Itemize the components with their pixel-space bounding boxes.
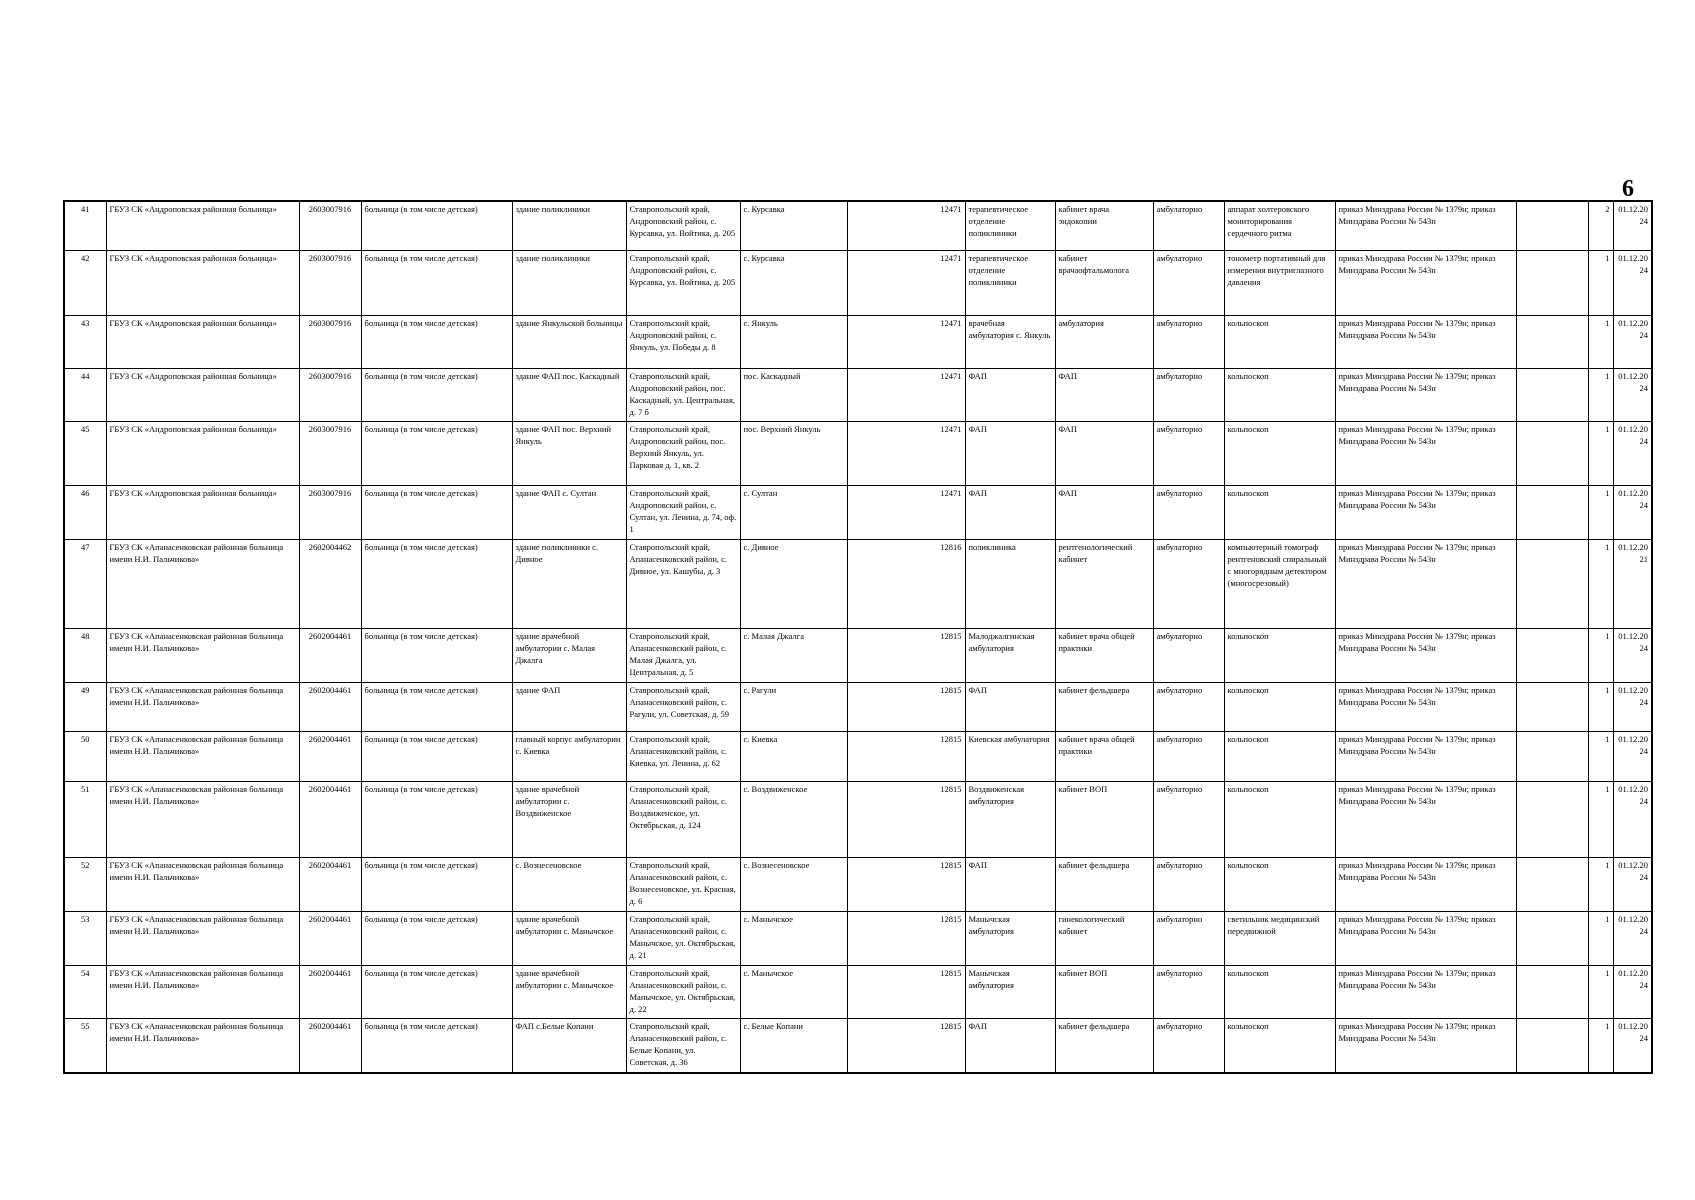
cell-locality: с. Вознесеновское <box>740 858 847 912</box>
cell-organization: ГБУЗ СК «Андроповская районная больница» <box>106 250 299 315</box>
cell-date: 01.12.2024 <box>1613 965 1652 1019</box>
cell-code: 12471 <box>847 201 965 250</box>
cell-order: приказ Минздрава России № 1379н; приказ Минздрава России № 543н <box>1335 422 1516 486</box>
cell-division: врачебная амбулатория с. Янкуль <box>965 316 1055 369</box>
cell-inn: 2602004461 <box>299 629 361 683</box>
page-number: 6 <box>1622 176 1634 202</box>
cell-order: приказ Минздрава России № 1379н; приказ Минздрава России № 543н <box>1335 965 1516 1019</box>
cell-quantity: 1 <box>1588 250 1613 315</box>
cell-equipment: аппарат холтеровского мониторирования сердечного ритма <box>1224 201 1335 250</box>
cell-equipment: кольпоскоп <box>1224 858 1335 912</box>
table-body <box>64 201 1652 1073</box>
cell-number: 42 <box>64 250 106 315</box>
cell-blank <box>1516 912 1588 966</box>
cell-locality: с. Янкуль <box>740 316 847 369</box>
cell-care-form: амбулаторно <box>1153 422 1224 486</box>
cell-cabinet: кабинет ВОП <box>1055 965 1153 1019</box>
cell-organization: ГБУЗ СК «Апанасенковская районная больница имени Н.И. Пальчикова» <box>106 858 299 912</box>
cell-equipment: светильник медицинский передвижной <box>1224 912 1335 966</box>
cell-cabinet: ФАП <box>1055 368 1153 422</box>
cell-address: Ставропольский край, Апанасенковский район, с. Вознесеновское, ул. Красная, д. 6 <box>626 858 740 912</box>
cell-number: 52 <box>64 858 106 912</box>
cell-equipment: кольпоскоп <box>1224 1019 1335 1073</box>
cell-address: Ставропольский край, Апанасенковский район, с. Воздвиженское, ул. Октябрьская, д. 124 <box>626 781 740 858</box>
cell-division: ФАП <box>965 1019 1055 1073</box>
cell-code: 12815 <box>847 965 965 1019</box>
cell-blank <box>1516 1019 1588 1073</box>
cell-care-form: амбулаторно <box>1153 368 1224 422</box>
table-row <box>64 368 1652 422</box>
cell-code: 12815 <box>847 732 965 781</box>
cell-facility-type: больница (в том числе детская) <box>361 201 512 250</box>
cell-facility-type: больница (в том числе детская) <box>361 858 512 912</box>
cell-address: Ставропольский край, Апанасенковский район, с. Дивное, ул. Кашубы, д. 3 <box>626 539 740 628</box>
cell-date: 01.12.2024 <box>1613 1019 1652 1073</box>
cell-code: 12471 <box>847 368 965 422</box>
cell-blank <box>1516 858 1588 912</box>
cell-blank <box>1516 682 1588 731</box>
cell-organization: ГБУЗ СК «Апанасенковская районная больница имени Н.И. Пальчикова» <box>106 965 299 1019</box>
cell-order: приказ Минздрава России № 1379н; приказ Минздрава России № 543н <box>1335 732 1516 781</box>
cell-quantity: 1 <box>1588 368 1613 422</box>
cell-locality: с. Рагули <box>740 682 847 731</box>
cell-address: Ставропольский край, Андроповский район, с. Янкуль, ул. Победы д. 8 <box>626 316 740 369</box>
cell-order: приказ Минздрава России № 1379н; приказ Минздрава России № 543н <box>1335 368 1516 422</box>
cell-building: здание Янкульской больницы <box>512 316 626 369</box>
cell-building: здание поликлиники <box>512 250 626 315</box>
cell-care-form: амбулаторно <box>1153 316 1224 369</box>
cell-inn: 2602004461 <box>299 781 361 858</box>
cell-locality: с. Воздвиженское <box>740 781 847 858</box>
table-row <box>64 781 1652 858</box>
cell-date: 01.12.2024 <box>1613 912 1652 966</box>
table-row <box>64 858 1652 912</box>
cell-care-form: амбулаторно <box>1153 858 1224 912</box>
cell-facility-type: больница (в том числе детская) <box>361 422 512 486</box>
cell-cabinet: кабинет врачаофтальмолога <box>1055 250 1153 315</box>
cell-date: 01.12.2024 <box>1613 682 1652 731</box>
cell-inn: 2602004461 <box>299 1019 361 1073</box>
table-row <box>64 732 1652 781</box>
cell-quantity: 1 <box>1588 422 1613 486</box>
cell-order: приказ Минздрава России № 1379н; приказ Минздрава России № 543н <box>1335 250 1516 315</box>
cell-blank <box>1516 201 1588 250</box>
cell-building: здание ФАП пос. Каскадный <box>512 368 626 422</box>
cell-inn: 2603007916 <box>299 422 361 486</box>
table-row <box>64 965 1652 1019</box>
cell-number: 50 <box>64 732 106 781</box>
cell-division: ФАП <box>965 422 1055 486</box>
cell-facility-type: больница (в том числе детская) <box>361 965 512 1019</box>
cell-number: 54 <box>64 965 106 1019</box>
cell-facility-type: больница (в том числе детская) <box>361 486 512 540</box>
cell-division: поликлиника <box>965 539 1055 628</box>
cell-locality: с. Манычское <box>740 912 847 966</box>
cell-date: 01.12.2024 <box>1613 629 1652 683</box>
cell-facility-type: больница (в том числе детская) <box>361 368 512 422</box>
cell-number: 51 <box>64 781 106 858</box>
cell-cabinet: кабинет фельдшера <box>1055 858 1153 912</box>
cell-date: 01.12.2024 <box>1613 316 1652 369</box>
cell-building: главный корпус амбулатории с. Киевка <box>512 732 626 781</box>
cell-locality: с. Султан <box>740 486 847 540</box>
cell-number: 41 <box>64 201 106 250</box>
cell-equipment: кольпоскоп <box>1224 732 1335 781</box>
cell-facility-type: больница (в том числе детская) <box>361 250 512 315</box>
cell-equipment: кольпоскоп <box>1224 629 1335 683</box>
cell-date: 01.12.2024 <box>1613 858 1652 912</box>
cell-division: Манычская амбулатория <box>965 912 1055 966</box>
cell-division: ФАП <box>965 368 1055 422</box>
cell-division: терапевтическое отделение поликлиники <box>965 250 1055 315</box>
cell-building: здание поликлиники с. Дивное <box>512 539 626 628</box>
table-row <box>64 682 1652 731</box>
cell-blank <box>1516 965 1588 1019</box>
cell-locality: с. Курсавка <box>740 201 847 250</box>
cell-order: приказ Минздрава России № 1379н; приказ Минздрава России № 543н <box>1335 1019 1516 1073</box>
cell-division: ФАП <box>965 486 1055 540</box>
cell-organization: ГБУЗ СК «Андроповская районная больница» <box>106 368 299 422</box>
cell-number: 44 <box>64 368 106 422</box>
cell-care-form: амбулаторно <box>1153 1019 1224 1073</box>
cell-number: 53 <box>64 912 106 966</box>
cell-number: 47 <box>64 539 106 628</box>
cell-cabinet: кабинет фельдшера <box>1055 682 1153 731</box>
cell-inn: 2602004461 <box>299 858 361 912</box>
cell-cabinet: кабинет врача эндокопии <box>1055 201 1153 250</box>
table-row <box>64 486 1652 540</box>
cell-order: приказ Минздрава России № 1379н; приказ Минздрава России № 543н <box>1335 858 1516 912</box>
cell-care-form: амбулаторно <box>1153 781 1224 858</box>
cell-number: 43 <box>64 316 106 369</box>
cell-order: приказ Минздрава России № 1379н; приказ Минздрава России № 543н <box>1335 201 1516 250</box>
cell-inn: 2603007916 <box>299 316 361 369</box>
cell-address: Ставропольский край, Апанасенковский район, с. Рагули, ул. Советская, д. 59 <box>626 682 740 731</box>
cell-quantity: 1 <box>1588 732 1613 781</box>
cell-quantity: 1 <box>1588 1019 1613 1073</box>
cell-equipment: кольпоскоп <box>1224 368 1335 422</box>
cell-organization: ГБУЗ СК «Апанасенковская районная больница имени Н.И. Пальчикова» <box>106 781 299 858</box>
cell-date: 01.12.2024 <box>1613 781 1652 858</box>
cell-care-form: амбулаторно <box>1153 965 1224 1019</box>
cell-date: 01.12.2024 <box>1613 250 1652 315</box>
cell-address: Ставропольский край, Андроповский район, с. Курсавка, ул. Войтика, д. 205 <box>626 201 740 250</box>
cell-blank <box>1516 422 1588 486</box>
cell-address: Ставропольский край, Андроповский район, пос. Каскадный, ул. Центральная, д. 7 б <box>626 368 740 422</box>
table-row <box>64 422 1652 486</box>
cell-order: приказ Минздрава России № 1379н; приказ Минздрава России № 543н <box>1335 539 1516 628</box>
cell-facility-type: больница (в том числе детская) <box>361 732 512 781</box>
cell-quantity: 1 <box>1588 682 1613 731</box>
cell-organization: ГБУЗ СК «Андроповская районная больница» <box>106 486 299 540</box>
cell-code: 12815 <box>847 781 965 858</box>
cell-inn: 2602004461 <box>299 965 361 1019</box>
cell-code: 12815 <box>847 1019 965 1073</box>
cell-order: приказ Минздрава России № 1379н; приказ Минздрава России № 543н <box>1335 912 1516 966</box>
cell-care-form: амбулаторно <box>1153 682 1224 731</box>
cell-quantity: 1 <box>1588 858 1613 912</box>
cell-facility-type: больница (в том числе детская) <box>361 1019 512 1073</box>
cell-quantity: 1 <box>1588 912 1613 966</box>
cell-equipment: кольпоскоп <box>1224 682 1335 731</box>
cell-care-form: амбулаторно <box>1153 732 1224 781</box>
cell-order: приказ Минздрава России № 1379н; приказ Минздрава России № 543н <box>1335 486 1516 540</box>
cell-quantity: 1 <box>1588 781 1613 858</box>
cell-order: приказ Минздрава России № 1379н; приказ Минздрава России № 543н <box>1335 316 1516 369</box>
cell-order: приказ Минздрава России № 1379н; приказ Минздрава России № 543н <box>1335 629 1516 683</box>
cell-building: здание ФАП <box>512 682 626 731</box>
cell-code: 12816 <box>847 539 965 628</box>
cell-locality: пос. Верхний Янкуль <box>740 422 847 486</box>
cell-cabinet: гинекологический кабинет <box>1055 912 1153 966</box>
cell-locality: с. Малая Джалга <box>740 629 847 683</box>
cell-address: Ставропольский край, Апанасенковский район, с. Манычское, ул. Октябрьская, д. 21 <box>626 912 740 966</box>
cell-address: Ставропольский край, Апанасенковский район, с. Манычское, ул. Октябрьская, д. 22 <box>626 965 740 1019</box>
cell-equipment: кольпоскоп <box>1224 781 1335 858</box>
cell-locality: с. Манычское <box>740 965 847 1019</box>
cell-division: ФАП <box>965 858 1055 912</box>
cell-organization: ГБУЗ СК «Андроповская районная больница» <box>106 422 299 486</box>
cell-equipment: кольпоскоп <box>1224 422 1335 486</box>
cell-date: 01.12.2024 <box>1613 422 1652 486</box>
cell-blank <box>1516 781 1588 858</box>
cell-locality: с. Киевка <box>740 732 847 781</box>
cell-building: здание поликлиники <box>512 201 626 250</box>
cell-date: 01.12.2024 <box>1613 486 1652 540</box>
cell-division: Киевская амбулатория <box>965 732 1055 781</box>
cell-organization: ГБУЗ СК «Апанасенковская районная больница имени Н.И. Пальчикова» <box>106 629 299 683</box>
cell-building: здание врачебной амбулатории с. Манычское <box>512 965 626 1019</box>
cell-cabinet: кабинет врача общей практики <box>1055 629 1153 683</box>
cell-locality: с. Дивное <box>740 539 847 628</box>
cell-quantity: 2 <box>1588 201 1613 250</box>
cell-building: здание врачебной амбулатории с. Манычское <box>512 912 626 966</box>
table-row <box>64 250 1652 315</box>
cell-number: 46 <box>64 486 106 540</box>
cell-blank <box>1516 368 1588 422</box>
cell-facility-type: больница (в том числе детская) <box>361 316 512 369</box>
cell-facility-type: больница (в том числе детская) <box>361 912 512 966</box>
table-row <box>64 629 1652 683</box>
cell-cabinet: рентгенологический кабинет <box>1055 539 1153 628</box>
cell-division: Малоджалгинская амбулатория <box>965 629 1055 683</box>
cell-order: приказ Минздрава России № 1379н; приказ Минздрава России № 543н <box>1335 781 1516 858</box>
cell-quantity: 1 <box>1588 629 1613 683</box>
cell-care-form: амбулаторно <box>1153 201 1224 250</box>
cell-equipment: кольпоскоп <box>1224 316 1335 369</box>
cell-blank <box>1516 316 1588 369</box>
cell-building: здание ФАП с. Султан <box>512 486 626 540</box>
cell-cabinet: амбулатория <box>1055 316 1153 369</box>
cell-building: здание ФАП пос. Верхний Янкуль <box>512 422 626 486</box>
cell-division: ФАП <box>965 682 1055 731</box>
table-row <box>64 539 1652 628</box>
cell-blank <box>1516 629 1588 683</box>
cell-code: 12471 <box>847 250 965 315</box>
cell-cabinet: ФАП <box>1055 486 1153 540</box>
cell-inn: 2602004461 <box>299 732 361 781</box>
cell-address: Ставропольский край, Апанасенковский район, с. Киевка, ул. Ленина, д. 62 <box>626 732 740 781</box>
cell-date: 01.12.2024 <box>1613 368 1652 422</box>
cell-care-form: амбулаторно <box>1153 539 1224 628</box>
cell-organization: ГБУЗ СК «Апанасенковская районная больница имени Н.И. Пальчикова» <box>106 732 299 781</box>
cell-division: терапевтическое отделение поликлиники <box>965 201 1055 250</box>
cell-facility-type: больница (в том числе детская) <box>361 781 512 858</box>
cell-inn: 2603007916 <box>299 368 361 422</box>
cell-address: Ставропольский край, Андроповский район, с. Курсавка, ул. Войтика, д. 205 <box>626 250 740 315</box>
cell-facility-type: больница (в том числе детская) <box>361 629 512 683</box>
cell-quantity: 1 <box>1588 486 1613 540</box>
cell-equipment: кольпоскоп <box>1224 965 1335 1019</box>
cell-address: Ставропольский край, Апанасенковский район, с. Белые Копани, ул. Советская, д. 36 <box>626 1019 740 1073</box>
cell-care-form: амбулаторно <box>1153 250 1224 315</box>
cell-building: здание врачебной амбулатории с. Малая Джалга <box>512 629 626 683</box>
cell-blank <box>1516 732 1588 781</box>
cell-inn: 2602004461 <box>299 682 361 731</box>
table-row <box>64 316 1652 369</box>
table-row <box>64 912 1652 966</box>
cell-blank <box>1516 539 1588 628</box>
cell-building: здание врачебной амбулатории с. Воздвиженское <box>512 781 626 858</box>
cell-number: 49 <box>64 682 106 731</box>
cell-equipment: тонометр портативный для измерения внутриглазного давления <box>1224 250 1335 315</box>
cell-equipment: компьютерный томограф рентгеновский спиральный с многорядным детектором (многосрезовый) <box>1224 539 1335 628</box>
cell-number: 55 <box>64 1019 106 1073</box>
cell-code: 12471 <box>847 486 965 540</box>
cell-care-form: амбулаторно <box>1153 486 1224 540</box>
cell-inn: 2602004461 <box>299 912 361 966</box>
cell-code: 12815 <box>847 858 965 912</box>
cell-cabinet: кабинет врача общей практики <box>1055 732 1153 781</box>
cell-organization: ГБУЗ СК «Апанасенковская районная больница имени Н.И. Пальчикова» <box>106 539 299 628</box>
cell-organization: ГБУЗ СК «Андроповская районная больница» <box>106 201 299 250</box>
cell-cabinet: кабинет фельдшера <box>1055 1019 1153 1073</box>
cell-building: ФАП с.Белые Копани <box>512 1019 626 1073</box>
cell-order: приказ Минздрава России № 1379н; приказ Минздрава России № 543н <box>1335 682 1516 731</box>
cell-organization: ГБУЗ СК «Андроповская районная больница» <box>106 316 299 369</box>
cell-blank <box>1516 486 1588 540</box>
cell-cabinet: кабинет ВОП <box>1055 781 1153 858</box>
cell-division: Манычская амбулатория <box>965 965 1055 1019</box>
cell-date: 01.12.2024 <box>1613 201 1652 250</box>
cell-code: 12471 <box>847 422 965 486</box>
cell-organization: ГБУЗ СК «Апанасенковская районная больница имени Н.И. Пальчикова» <box>106 682 299 731</box>
cell-blank <box>1516 250 1588 315</box>
cell-cabinet: ФАП <box>1055 422 1153 486</box>
cell-organization: ГБУЗ СК «Апанасенковская районная больница имени Н.И. Пальчикова» <box>106 912 299 966</box>
cell-locality: пос. Каскадный <box>740 368 847 422</box>
cell-locality: с. Белые Копани <box>740 1019 847 1073</box>
cell-facility-type: больница (в том числе детская) <box>361 539 512 628</box>
cell-number: 45 <box>64 422 106 486</box>
cell-address: Ставропольский край, Андроповский район, пос. Верхний Янкуль, ул. Парковая д. 1, кв. 2 <box>626 422 740 486</box>
cell-code: 12815 <box>847 682 965 731</box>
cell-locality: с. Курсавка <box>740 250 847 315</box>
cell-number: 48 <box>64 629 106 683</box>
equipment-register-table <box>63 200 1653 1074</box>
cell-date: 01.12.2021 <box>1613 539 1652 628</box>
cell-inn: 2603007916 <box>299 486 361 540</box>
cell-inn: 2603007916 <box>299 250 361 315</box>
cell-inn: 2602004462 <box>299 539 361 628</box>
cell-code: 12815 <box>847 629 965 683</box>
table-row <box>64 1019 1652 1073</box>
cell-facility-type: больница (в том числе детская) <box>361 682 512 731</box>
table-row <box>64 201 1652 250</box>
cell-care-form: амбулаторно <box>1153 629 1224 683</box>
cell-care-form: амбулаторно <box>1153 912 1224 966</box>
cell-quantity: 1 <box>1588 965 1613 1019</box>
cell-quantity: 1 <box>1588 539 1613 628</box>
cell-inn: 2603007916 <box>299 201 361 250</box>
cell-code: 12471 <box>847 316 965 369</box>
cell-date: 01.12.2024 <box>1613 732 1652 781</box>
cell-quantity: 1 <box>1588 316 1613 369</box>
cell-equipment: кольпоскоп <box>1224 486 1335 540</box>
cell-address: Ставропольский край, Апанасенковский район, с. Малая Джалга, ул. Центральная, д. 5 <box>626 629 740 683</box>
cell-organization: ГБУЗ СК «Апанасенковская районная больница имени Н.И. Пальчикова» <box>106 1019 299 1073</box>
cell-building: с. Вознесеновское <box>512 858 626 912</box>
cell-code: 12815 <box>847 912 965 966</box>
cell-division: Воздвиженская амбулатория <box>965 781 1055 858</box>
cell-address: Ставропольский край, Андроповский район, с. Султан, ул. Ленина, д. 74, оф. 1 <box>626 486 740 540</box>
